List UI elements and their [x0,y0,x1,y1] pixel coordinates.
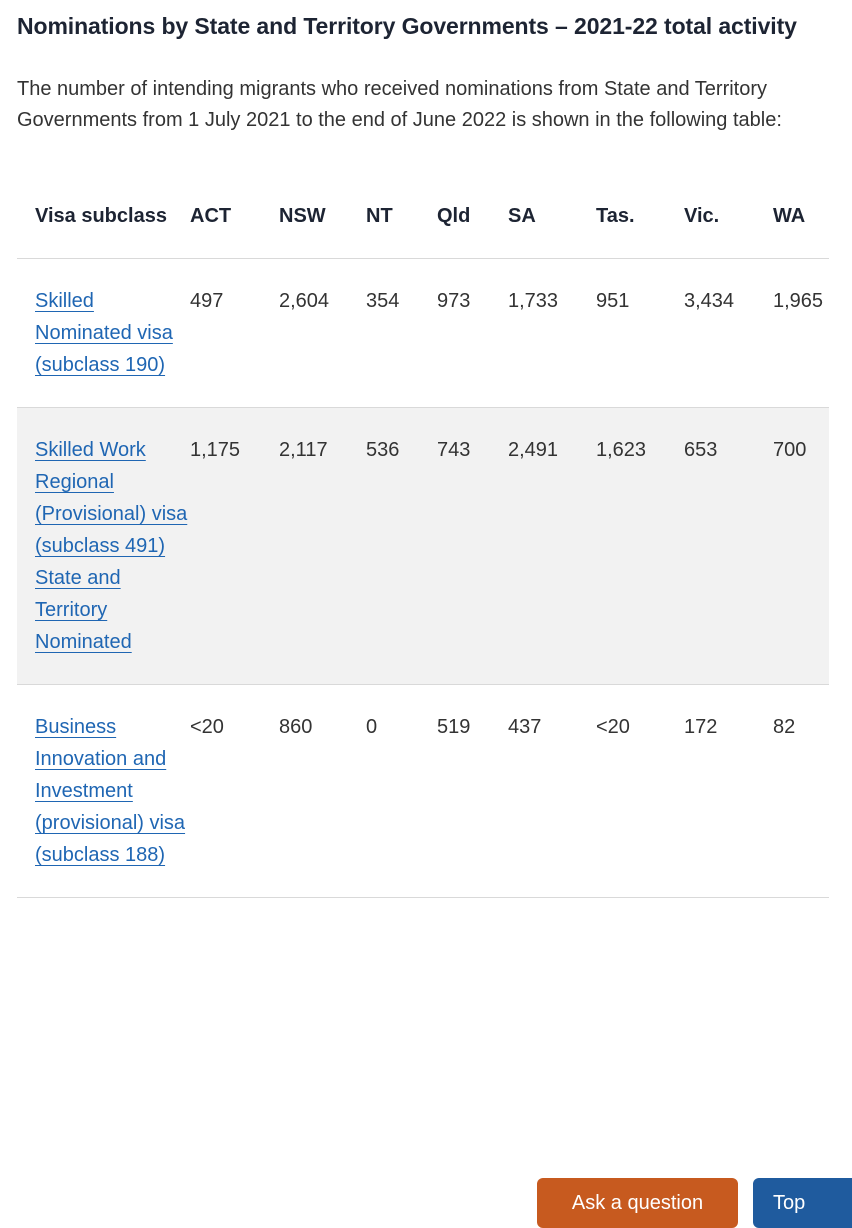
visa-cell [17,408,190,685]
visa-link-subclass-190[interactable]: Skilled Nominated visa (subclass 190) [35,290,173,376]
column-header-wa: WA [773,194,829,259]
visa-link-subclass-491[interactable]: Skilled Work Regional (Provisional) visa (subclass 491) State and Territory Nominated [35,439,188,653]
table-cell: 743 [437,408,508,685]
table-cell: 519 [437,685,508,898]
table-row [17,259,829,408]
table-cell: 2,117 [279,408,366,685]
table-cell: 2,604 [279,259,366,408]
table-cell: 700 [773,408,829,685]
column-header-qld: Qld [437,194,508,259]
table-cell: 1,733 [508,259,596,408]
column-header-act: ACT [190,194,279,259]
table-cell: 860 [279,685,366,898]
table-cell: 82 [773,685,829,898]
table-row [17,685,829,898]
table-cell: 172 [684,685,773,898]
table-cell: 973 [437,259,508,408]
column-header-vic: Vic. [684,194,773,259]
visa-cell [17,685,190,898]
table-cell: 2,491 [508,408,596,685]
table-cell: 1,965 [773,259,829,408]
table-header-row [17,194,829,259]
table-cell: <20 [190,685,279,898]
intro-paragraph: The number of intending migrants who received nominations from State and Territory Governments from 1 July 2021 to the end of June 2022 is shown in the following table: [17,78,782,131]
table-cell: 497 [190,259,279,408]
column-header-nsw: NSW [279,194,366,259]
column-header-nt: NT [366,194,437,259]
ask-question-button[interactable]: Ask a question [537,1178,738,1228]
column-header-tas: Tas. [596,194,684,259]
table-cell: 536 [366,408,437,685]
visa-link-subclass-188[interactable]: Business Innovation and Investment (provisional) visa (subclass 188) [35,716,186,866]
table-cell: 1,623 [596,408,684,685]
table-cell: 437 [508,685,596,898]
main-content [17,0,829,898]
column-header-visa-subclass: Visa subclass [17,194,190,259]
table-row [17,408,829,685]
table-cell: 354 [366,259,437,408]
table-cell: 951 [596,259,684,408]
table-cell: 0 [366,685,437,898]
nominations-table [17,194,829,898]
table-cell: 1,175 [190,408,279,685]
visa-cell [17,259,190,408]
table-cell: 653 [684,408,773,685]
page-title: Nominations by State and Territory Governments – 2021-22 total activity [17,13,797,39]
table-cell: <20 [596,685,684,898]
column-header-sa: SA [508,194,596,259]
table-cell: 3,434 [684,259,773,408]
back-to-top-button[interactable]: Top [753,1178,852,1228]
